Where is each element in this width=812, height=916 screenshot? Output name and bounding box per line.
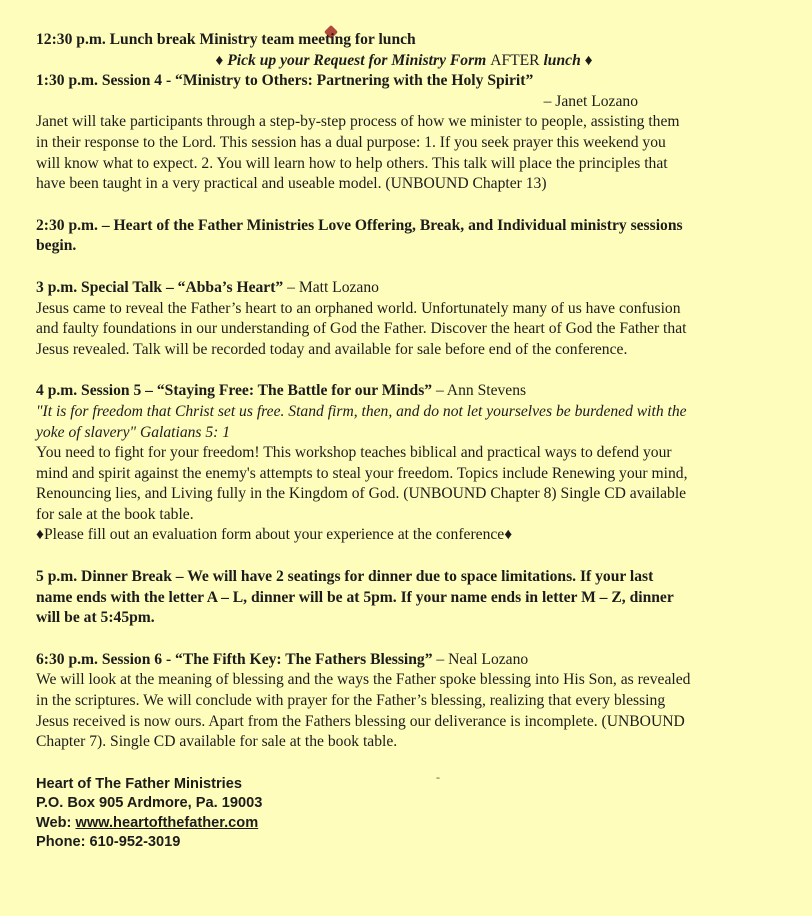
- session-6-line: Chapter 7). Single CD available for sale at the book table.: [36, 733, 398, 751]
- session-4-line: have been taught in a very practical and useable model. (UNBOUND Chapter 13): [36, 175, 547, 193]
- scripture-quote: yoke of slavery" Galatians 5: 1: [36, 423, 231, 441]
- special-talk-title-line: [36, 278, 796, 299]
- session-4-line: will know what to expect. 2. You will learn how to help others. This talk will place the principles that: [36, 154, 668, 172]
- dinner-line: 5 p.m. Dinner Break – We will have 2 seatings for dinner due to space limitations. If your last: [36, 568, 654, 586]
- stray-mark: -: [436, 770, 440, 784]
- session-5-title-line: [36, 381, 796, 402]
- session-4-speaker: – Janet Lozano: [543, 92, 638, 110]
- session-6-title: 6:30 p.m. Session 6 - “The Fifth Key: The Fathers Blessing”: [36, 650, 433, 668]
- session-5-line: mind and spirit against the enemy's attempts to steal your freedom. Topics include Renewing your mind,: [36, 464, 688, 482]
- lunch-heading: 12:30 p.m. Lunch break Ministry team meeting for lunch: [36, 31, 416, 48]
- web-line: Web: www.heartofthefather.com: [36, 814, 259, 831]
- special-talk-speaker: – Matt Lozano: [283, 278, 379, 296]
- phone-number: Phone: 610-952-3019: [36, 834, 181, 851]
- special-talk-line: and faulty foundations in our understanding of God the Father. Discover the heart of God the Father that: [36, 320, 687, 338]
- session-4: [36, 71, 796, 195]
- website-link[interactable]: www.heartofthefather.com: [75, 814, 259, 831]
- schedule-document: [36, 30, 796, 853]
- session-5-line: You need to fight for your freedom! This workshop teaches biblical and practical ways to defend your: [36, 444, 672, 462]
- dinner-section: [36, 567, 796, 629]
- contact-footer: [36, 775, 796, 853]
- session-6-line: We will look at the meaning of blessing and the ways the Father spoke blessing into His Son, as revealed: [36, 671, 691, 689]
- offering-line: begin.: [36, 237, 77, 255]
- dinner-line: name ends with the letter A – L, dinner will be at 5pm. If your name ends in letter M – Z, dinner: [36, 588, 674, 606]
- offering-line: 2:30 p.m. – Heart of the Father Ministries Love Offering, Break, and Individual ministry sessions: [36, 216, 683, 234]
- evaluation-note: ♦Please fill out an evaluation form about your experience at the conference♦: [36, 526, 513, 544]
- session-5-title: 4 p.m. Session 5 – “Staying Free: The Battle for our Minds”: [36, 382, 433, 400]
- session-5-line: Renouncing lies, and Living fully in the Kingdom of God. (UNBOUND Chapter 8) Single CD available: [36, 485, 687, 503]
- session-6-title-line: [36, 650, 796, 671]
- org-name: Heart of The Father Ministries: [36, 775, 242, 792]
- special-talk-line: Jesus came to reveal the Father’s heart to an orphaned world. Unfortunately many of us have confusion: [36, 299, 681, 317]
- session-6-speaker: – Neal Lozano: [432, 650, 529, 668]
- special-talk: [36, 278, 796, 360]
- session-5-speaker: – Ann Stevens: [432, 382, 527, 400]
- session-5: [36, 381, 796, 546]
- session-4-title: 1:30 p.m. Session 4 - “Ministry to Others: Partnering with the Holy Spirit”: [36, 72, 534, 90]
- dinner-line: will be at 5:45pm.: [36, 609, 155, 627]
- session-6-line: Jesus received is now ours. Apart from the Fathers blessing our deliverance is incomplete. (UNBOUND: [36, 712, 685, 730]
- postal-address: P.O. Box 905 Ardmore, Pa. 19003: [36, 795, 263, 812]
- special-talk-title: 3 p.m. Special Talk – “Abba’s Heart”: [36, 278, 284, 296]
- session-6-line: in the scriptures. We will conclude with prayer for the Father’s blessing, realizing that every blessing: [36, 692, 666, 710]
- offering-section: [36, 216, 796, 257]
- session-5-line: for sale at the book table.: [36, 505, 194, 523]
- special-talk-line: Jesus revealed. Talk will be recorded today and available for sale before end of the conference.: [36, 340, 628, 358]
- lunch-section: [36, 30, 796, 71]
- session-4-line: Janet will take participants through a step-by-step process of how we minister to people, assisting them: [36, 113, 680, 131]
- session-6: [36, 650, 796, 753]
- pickup-note: ♦ Pick up your Request for Ministry Form AFTER lunch ♦: [215, 51, 593, 69]
- scripture-quote: "It is for freedom that Christ set us free. Stand firm, then, and do not let yourselves be burdened with the: [36, 402, 687, 420]
- session-4-line: in their response to the Lord. This session has a dual purpose: 1. If you seek prayer this weekend you: [36, 133, 666, 151]
